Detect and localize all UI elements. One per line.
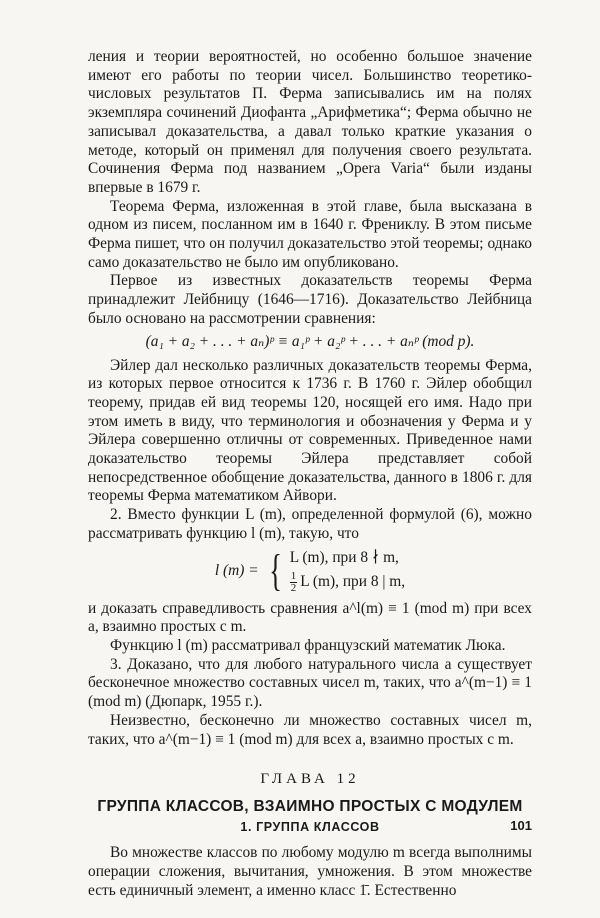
formula-cases bbox=[88, 545, 532, 595]
cases-row-2 bbox=[290, 571, 405, 594]
cases-rows bbox=[290, 548, 405, 594]
paragraph-lucas: Функцию l (m) рассматривал французский математик Люка. bbox=[110, 636, 506, 654]
paragraph-congruence: и доказать справедливость сравнения a^l(m) ≡ 1 (mod m) при всех a, взаимно простых с m. bbox=[88, 599, 532, 636]
paragraph-leibniz: Первое из известных доказательств теоремы Ферма принадлежит Лейбницу (1646—1716). Доказательство Лейбница было основано на рассмотрении сравнения: bbox=[88, 272, 532, 327]
paragraph-classes: Во множестве классов по любому модулю m всегда выполнимы операции сложения, вычитания, умножения. В этом множестве есть единичный элемент, а именно класс 1̄. Естественно bbox=[88, 844, 532, 899]
paragraph-euler: Эйлер дал несколько различных доказательств теоремы Ферма, из которых первое относится к 1736 г. В 1760 г. Эйлер обобщил теорему, придав ей вид теоремы 120, носящей его имя. Надо при этом иметь в виду, что терминология и обозначения у Ферма и у Эйлера совершенно отличны от современных. Приведенное нами доказательство теоремы Эйлера представляет собой непосредственное обобщение доказательства, данного в 1806 г. для теоремы Ферма математиком Айвори. bbox=[88, 356, 532, 505]
cases-row-2-text: L (m), при 8 | m, bbox=[300, 572, 406, 590]
chapter-title: ГРУППА КЛАССОВ, ВЗАИМНО ПРОСТЫХ С МОДУЛЕМ bbox=[97, 798, 523, 816]
chapter-label: ГЛАВА 12 bbox=[260, 771, 360, 788]
paragraph-intro: ления и теории вероятностей, но особенно большое значение имеют его работы по теории чисел. Большинство теоретико-числовых результатов П. Ферма записывались им на полях экземпляра сочинений Диофанта „Арифметика“; Ферма обычно не записывал доказательства, а давал только краткие указания о методе, который он применял для получения своего результата. Сочинения Ферма под названием „Opera Varia“ были изданы впервые в 1679 г. bbox=[88, 48, 532, 196]
cases-row-1: L (m), при 8 ∤ m, bbox=[289, 548, 399, 566]
section-title: 1. ГРУППА КЛАССОВ bbox=[240, 820, 380, 835]
formula-leibniz: (a₁ + a₂ + . . . + aₙ)ᵖ ≡ a₁ᵖ + a₂ᵖ + . . . + aₙᵖ (mod p). bbox=[145, 332, 475, 350]
paragraph-note-3: 3. Доказано, что для любого натурального числа a существует бесконечное множество составных чисел m, таких, что a^(m−1) ≡ 1 (mod m) (Дюпарк, 1955 г.). bbox=[88, 655, 532, 711]
paragraph-fermat-theorem: Теорема Ферма, изложенная в этой главе, была высказана в одном из писем, посланном им в 1640 г. Френиклу. В этом письме Ферма пишет, что он получил доказательство этой теоремы; однако само доказательство не было им опубликовано. bbox=[88, 197, 532, 271]
left-brace-icon: { bbox=[268, 545, 282, 595]
page-number: 101 bbox=[510, 818, 532, 833]
fraction-one-half bbox=[290, 571, 298, 594]
fraction-denominator: 2 bbox=[290, 581, 297, 594]
paragraph-unknown: Неизвестно, бесконечно ли множество составных чисел m, таких, что a^(m−1) ≡ 1 (mod m) для всех a, взаимно простых с m. bbox=[88, 711, 532, 748]
fraction-numerator: 1 bbox=[290, 569, 297, 582]
paragraph-note-2: 2. Вместо функции L (m), определенной формулой (6), можно рассматривать функцию l (m), такую, что bbox=[88, 506, 532, 542]
cases-lhs: l (m) = bbox=[214, 561, 259, 579]
